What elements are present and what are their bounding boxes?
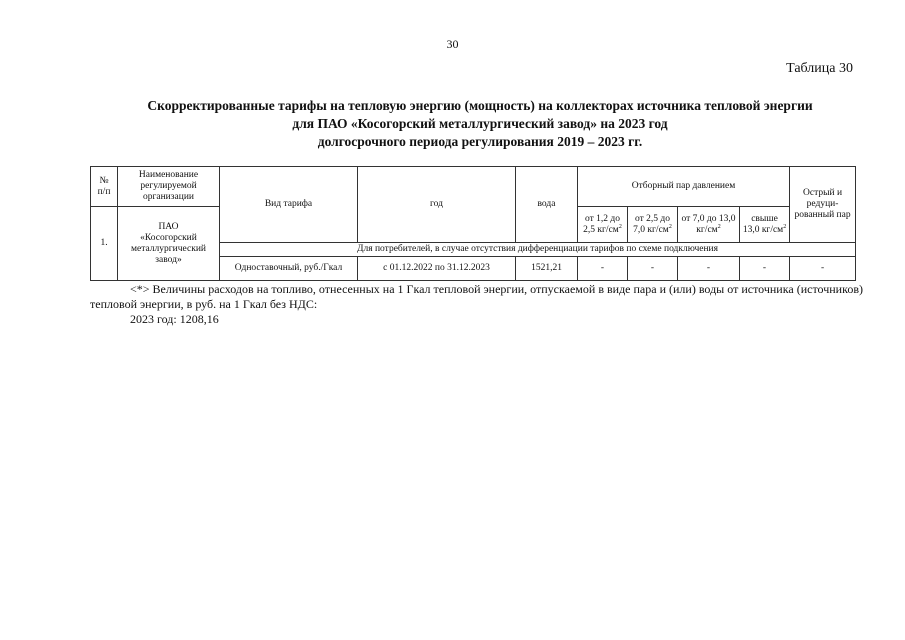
header-steam-3-range: от 7,0 до 13,0 bbox=[681, 213, 736, 224]
footnote-result: 2023 год: 1208,16 bbox=[130, 312, 219, 326]
row-sharp-steam: - bbox=[790, 257, 856, 281]
header-num-abbr: п/п bbox=[97, 186, 111, 197]
header-steam-3 bbox=[678, 207, 740, 243]
header-steam-2-range: от 2,5 до 7,0 bbox=[633, 213, 670, 235]
header-steam-4-unit-sup: 2 bbox=[783, 223, 787, 230]
row-org bbox=[118, 207, 220, 281]
footnote-block bbox=[90, 282, 865, 327]
row-steam-4: - bbox=[740, 257, 790, 281]
header-num-sign: № bbox=[99, 175, 109, 186]
consumer-subheader: Для потребителей, в случае отсутствия дифференциации тарифов по схеме подключения bbox=[220, 243, 856, 257]
tariff-table bbox=[90, 166, 856, 281]
row-steam-2: - bbox=[628, 257, 678, 281]
page-number: 30 bbox=[446, 37, 459, 51]
footnote-text: <*> Величины расходов на топливо, отнесенных на 1 Гкал тепловой энергии, отпускаемой в виде пара и (или) воды от источника (источников) тепловой энергии, в руб. на 1 Гкал без НДС: bbox=[90, 282, 863, 311]
header-org-name: Наименование регулируемой организации bbox=[118, 167, 220, 207]
document-title bbox=[60, 97, 900, 151]
header-tariff-type: Вид тарифа bbox=[220, 167, 358, 243]
header-row-1 bbox=[91, 167, 856, 207]
header-steam-3-unit: кг/см bbox=[696, 224, 718, 235]
header-steam-1 bbox=[578, 207, 628, 243]
header-steam-2-unit-sup: 2 bbox=[668, 223, 672, 230]
row-steam-3: - bbox=[678, 257, 740, 281]
row-org-line-2: «Косогорский металлургический завод» bbox=[131, 232, 206, 265]
row-water: 1521,21 bbox=[516, 257, 578, 281]
header-steam-4-range: свыше 13,0 bbox=[742, 213, 778, 235]
row-steam-1: - bbox=[578, 257, 628, 281]
header-steam-1-unit: кг/см bbox=[597, 224, 619, 235]
header-steam-2 bbox=[628, 207, 678, 243]
header-num bbox=[91, 167, 118, 207]
title-line-2: для ПАО «Косогорский металлургический завод» на 2023 год bbox=[292, 116, 668, 131]
header-steam-4-unit: кг/см bbox=[761, 224, 784, 235]
title-line-3: долгосрочного периода регулирования 2019 – 2023 гг. bbox=[317, 134, 643, 149]
header-steam-4 bbox=[740, 207, 790, 243]
header-steam-1-unit-sup: 2 bbox=[618, 223, 622, 230]
row-tariff-type: Одноставочный, руб./Гкал bbox=[220, 257, 358, 281]
header-year: год bbox=[358, 167, 516, 243]
title-line-1: Скорректированные тарифы на тепловую энергию (мощность) на коллекторах источника тепловой энергии bbox=[147, 98, 813, 113]
header-steam-1-range: от 1,2 до 2,5 bbox=[583, 213, 620, 235]
header-water: вода bbox=[516, 167, 578, 243]
header-steam-2-unit: кг/см bbox=[647, 224, 669, 235]
header-steam-3-unit-sup: 2 bbox=[717, 223, 721, 230]
header-sharp-steam: Острый и редуци-рованный пар bbox=[790, 167, 856, 243]
row-org-line-1: ПАО bbox=[158, 221, 179, 232]
row-period: с 01.12.2022 по 31.12.2023 bbox=[358, 257, 516, 281]
header-steam-pressure: Отборный пар давлением bbox=[578, 167, 790, 207]
row-num: 1. bbox=[91, 207, 118, 281]
table-caption: Таблица 30 bbox=[786, 61, 853, 76]
